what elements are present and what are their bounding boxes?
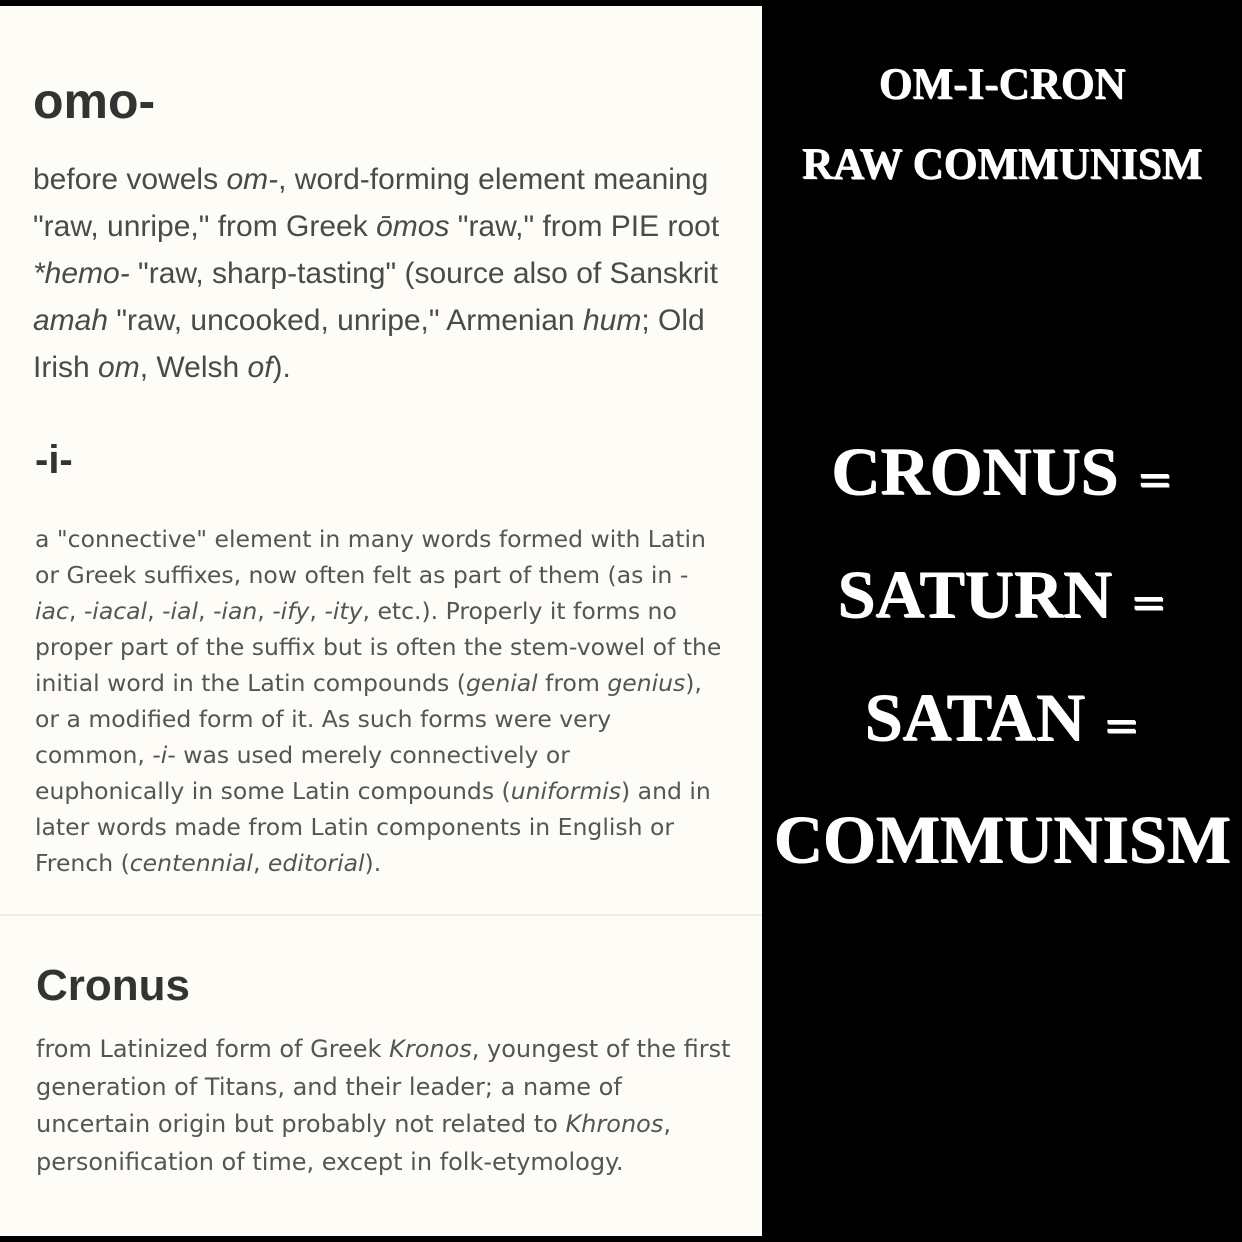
equation-line-communism — [762, 800, 1242, 879]
caption-omicron: OM-I-CRON — [878, 59, 1126, 108]
equals-sign: = — [1136, 454, 1173, 505]
dictionary-panel — [0, 6, 762, 1236]
entry-headword-omo: omo- — [33, 73, 156, 129]
entry-definition-i: a "connective" element in many words formed with Latin or Greek suffixes, now often felt as part of them (as in -iac, -iacal, -ial, -ian, -ify, -ity, etc.). Properly it forms no proper part of the suffix but is often the stem-vowel of the initial word in the Latin compounds (genial from genius), or a modified form of it. As such forms were very common, -i- was used merely connectively or euphonically in some Latin compounds (uniformis) and in later words made from Latin components in English or French (centennial, editorial). — [35, 525, 722, 877]
equation-word: COMMUNISM — [773, 801, 1231, 877]
entry-headword-cronus: Cronus — [36, 961, 190, 1010]
equals-sign: = — [1129, 577, 1167, 628]
equation-word: CRONUS — [830, 433, 1119, 509]
entry-headword-i: -i- — [35, 438, 73, 482]
equation-line-saturn — [762, 555, 1242, 634]
meme-caption-panel — [762, 0, 1242, 1242]
equation-word: SATURN — [837, 556, 1112, 632]
equation-line-cronus — [762, 432, 1242, 511]
equals-sign: = — [1102, 700, 1140, 751]
equation-word: SATAN — [864, 679, 1085, 755]
caption-raw-communism: RAW COMMUNISM — [801, 139, 1203, 188]
entry-definition-cronus: from Latinized form of Greek Kronos, youngest of the first generation of Titans, and their leader; a name of uncertain origin but probably not related to Khronos, personification of time, except in folk-etymology. — [36, 1035, 731, 1176]
entry-divider — [0, 914, 762, 916]
entry-definition-omo: before vowels om-, word-forming element meaning "raw, unripe," from Greek ōmos "raw," from PIE root *hemo- "raw, sharp-tasting" (source also of Sanskrit amah "raw, uncooked, unripe," Armenian hum; Old Irish om, Welsh of). — [33, 163, 720, 384]
equation-line-satan — [762, 678, 1242, 757]
